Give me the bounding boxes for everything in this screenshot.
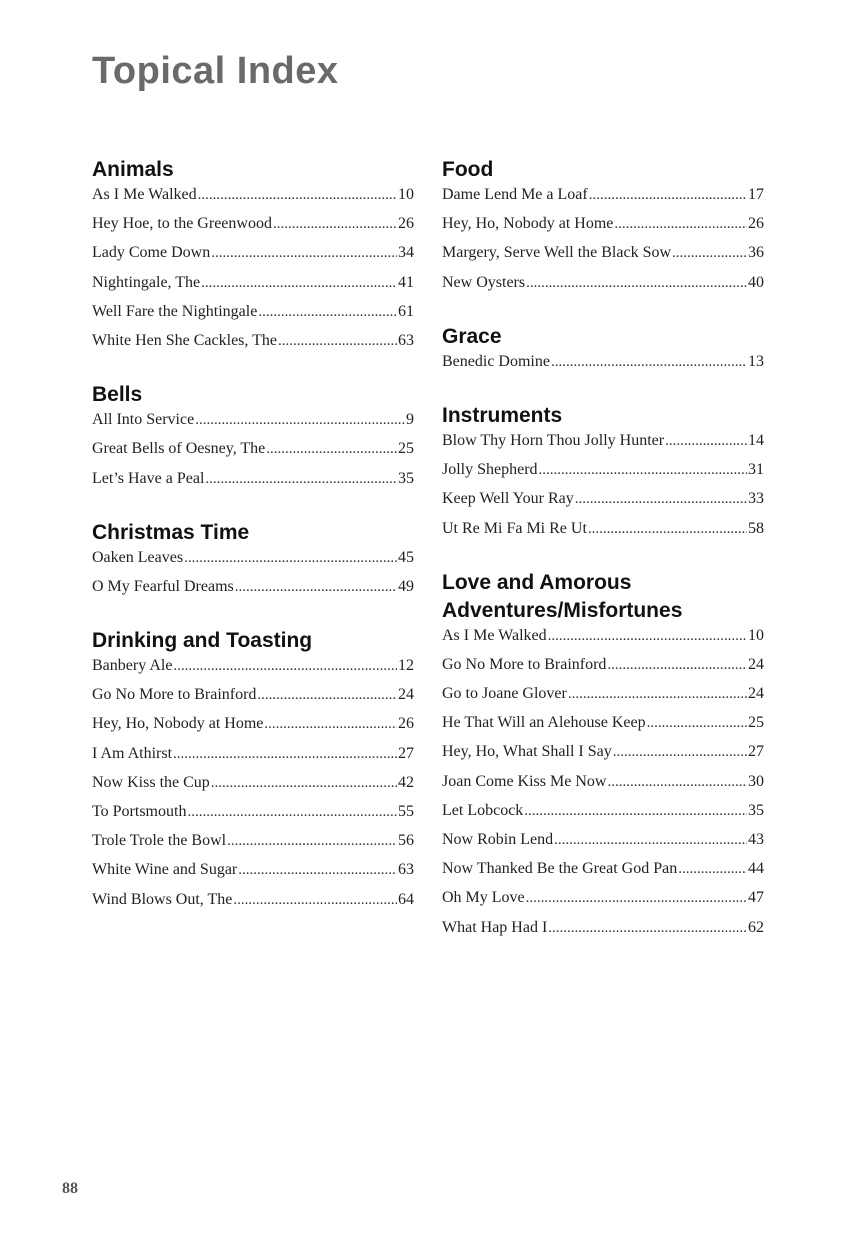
dot-leader: [173, 655, 397, 677]
entry-page-number: 25: [748, 714, 764, 732]
index-entry: [92, 801, 414, 830]
entry-page-number: 31: [748, 461, 764, 479]
entry-page-number: 56: [398, 832, 414, 850]
entry-title: Dame Lend Me a Loaf: [442, 186, 588, 203]
entry-title: Go No More to Brainford: [442, 655, 607, 673]
index-entry: [442, 917, 764, 946]
dot-leader: [589, 184, 747, 206]
index-entry: [92, 547, 414, 576]
dot-leader: [233, 889, 397, 911]
dot-leader: [198, 184, 397, 206]
dot-leader: [575, 488, 747, 510]
dot-leader: [201, 272, 397, 294]
index-entry: [92, 743, 414, 772]
entry-page-number: 27: [398, 744, 414, 762]
entry-title: Go to Joane Glover: [442, 685, 567, 703]
index-entry: [442, 683, 764, 712]
dot-leader: [524, 800, 747, 822]
entry-page-number: 9: [406, 411, 414, 429]
index-entry: [92, 409, 414, 438]
entry-page-number: 26: [398, 215, 414, 233]
dot-leader: [526, 272, 747, 294]
index-section: [92, 156, 414, 359]
entry-title: Now Kiss the Cup: [92, 773, 210, 791]
dot-leader: [266, 438, 397, 460]
entry-title: White Wine and Sugar: [92, 861, 238, 879]
entry-title: As I Me Walked: [442, 626, 547, 644]
entry-page-number: 58: [748, 519, 764, 537]
dot-leader: [273, 213, 397, 235]
dot-leader: [184, 547, 397, 569]
entry-title: Hey Hoe, to the Greenwood: [92, 215, 272, 233]
entry-page-number: 24: [398, 686, 414, 704]
entry-page-number: 41: [398, 273, 414, 291]
index-section: [92, 381, 414, 497]
dot-leader: [258, 301, 397, 323]
entry-list: [92, 655, 414, 918]
entry-title: Hey, Ho, What Shall I Say: [442, 743, 612, 761]
index-entry: [92, 830, 414, 859]
dot-leader: [568, 683, 747, 705]
index-entry: [92, 772, 414, 801]
index-entry: [92, 713, 414, 742]
entry-title: O My Fearful Dreams: [92, 577, 234, 595]
entry-title: He That Will an Alehouse Keep: [442, 714, 646, 732]
entry-page-number: 14: [748, 431, 764, 449]
index-entry: [92, 889, 414, 918]
entry-title: Benedic Domine: [442, 352, 550, 370]
section-heading: Food: [442, 158, 494, 181]
page-title: Topical Index: [92, 50, 339, 92]
index-entry: [92, 576, 414, 605]
entry-title: To Portsmouth: [92, 803, 187, 820]
entry-page-number: 30: [748, 772, 764, 790]
entry-title: Ut Re Mi Fa Mi Re Ut: [442, 519, 587, 537]
entry-page-number: 63: [398, 331, 414, 349]
index-entry: [442, 459, 764, 488]
index-entry: [92, 438, 414, 467]
dot-leader: [278, 330, 397, 352]
dot-leader: [665, 430, 747, 452]
entry-title: Jolly Shepherd: [442, 461, 538, 479]
dot-leader: [607, 654, 747, 676]
index-entry: [442, 184, 764, 213]
entry-page-number: 13: [748, 352, 764, 370]
entry-page-number: 63: [398, 861, 414, 879]
entry-title: All Into Service: [92, 411, 195, 429]
entry-page-number: 47: [748, 889, 764, 907]
section-heading: Christmas Time: [92, 520, 250, 544]
entry-title: Lady Come Down: [92, 244, 211, 262]
dot-leader: [539, 459, 747, 481]
entry-title: Keep Well Your Ray: [442, 490, 574, 508]
right-column: [442, 156, 764, 968]
entry-page-number: 42: [398, 773, 414, 791]
entry-page-number: 27: [748, 743, 764, 761]
dot-leader: [672, 242, 747, 264]
entry-page-number: 44: [748, 860, 764, 878]
index-entry: [442, 829, 764, 858]
dot-leader: [551, 351, 747, 373]
entry-list: [92, 184, 414, 359]
entry-title: Great Bells of Oesney, The: [92, 440, 266, 458]
entry-list: [92, 409, 414, 497]
entry-list: [442, 625, 764, 946]
entry-title: I Am Athirst: [92, 744, 173, 762]
entry-page-number: 10: [398, 186, 414, 203]
index-entry: [442, 518, 764, 547]
entry-title: As I Me Walked: [92, 186, 197, 203]
dot-leader: [257, 684, 397, 706]
dot-leader: [235, 576, 397, 598]
entry-title: Blow Thy Horn Thou Jolly Hunter: [442, 431, 665, 449]
index-entry: [92, 468, 414, 497]
entry-page-number: 34: [398, 244, 414, 262]
index-entry: [442, 242, 764, 271]
index-entry: [92, 655, 414, 684]
entry-page-number: 43: [748, 831, 764, 848]
entry-title: Oaken Leaves: [92, 548, 184, 566]
dot-leader: [211, 772, 397, 794]
index-entry: [92, 859, 414, 888]
index-entry: [92, 684, 414, 713]
entry-page-number: 35: [748, 801, 764, 819]
dot-leader: [614, 213, 747, 235]
index-section: [442, 569, 764, 946]
index-section: [442, 156, 764, 301]
section-heading: Animals: [92, 158, 174, 181]
index-entry: [92, 330, 414, 359]
entry-page-number: 36: [748, 244, 764, 262]
entry-title: Now Robin Lend: [442, 831, 554, 848]
page-number: 88: [62, 1180, 78, 1197]
index-section: [92, 519, 414, 605]
entry-title: Now Thanked Be the Great God Pan: [442, 860, 678, 878]
entry-title: Banbery Ale: [92, 657, 173, 675]
section-heading: Drinking and Toasting: [92, 629, 313, 653]
dot-leader: [187, 801, 397, 823]
index-entry: [442, 712, 764, 741]
entry-list: [442, 430, 764, 547]
index-entry: [442, 858, 764, 887]
entry-title: Nightingale, The: [92, 273, 201, 291]
left-column: [92, 156, 414, 940]
entry-title: Go No More to Brainford: [92, 686, 257, 704]
entry-page-number: 33: [748, 490, 764, 508]
entry-list: [442, 351, 764, 380]
entry-page-number: 61: [398, 302, 414, 320]
section-heading: Bells: [92, 383, 143, 407]
dot-leader: [554, 829, 747, 851]
index-entry: [442, 488, 764, 517]
dot-leader: [227, 830, 397, 852]
index-entry: [92, 242, 414, 271]
entry-list: [92, 547, 414, 605]
entry-title: Joan Come Kiss Me Now: [442, 772, 607, 790]
dot-leader: [238, 859, 397, 881]
section-heading: Instruments: [442, 403, 563, 427]
entry-page-number: 49: [398, 577, 414, 595]
index-entry: [442, 654, 764, 683]
index-entry: [92, 184, 414, 213]
entry-page-number: 26: [748, 215, 764, 233]
dot-leader: [173, 743, 397, 765]
index-section: [442, 402, 764, 547]
entry-page-number: 62: [748, 918, 764, 936]
index-section: [442, 323, 764, 380]
dot-leader: [607, 771, 747, 793]
index-entry: [92, 272, 414, 301]
entry-title: Let’s Have a Peal: [92, 469, 205, 487]
index-entry: [442, 625, 764, 654]
entry-page-number: 55: [398, 803, 414, 820]
entry-title: Wind Blows Out, The: [92, 890, 233, 908]
entry-page-number: 35: [398, 469, 414, 487]
dot-leader: [211, 242, 397, 264]
entry-title: Well Fare the Nightingale: [92, 302, 258, 320]
entry-title: Trole Trole the Bowl: [92, 832, 227, 850]
entry-page-number: 40: [748, 273, 764, 291]
index-entry: [442, 800, 764, 829]
dot-leader: [647, 712, 747, 734]
dot-leader: [548, 917, 747, 939]
dot-leader: [588, 518, 747, 540]
index-entry: [442, 887, 764, 916]
entry-page-number: 26: [398, 715, 414, 733]
dot-leader: [613, 741, 747, 763]
index-entry: [442, 213, 764, 242]
entry-list: [442, 184, 764, 301]
entry-page-number: 24: [748, 655, 764, 673]
dot-leader: [205, 468, 397, 490]
section-heading: Love and Amorous Adventures/Misfortunes: [442, 570, 683, 622]
entry-page-number: 12: [398, 657, 414, 675]
dot-leader: [195, 409, 405, 431]
index-section: [92, 627, 414, 918]
index-entry: [92, 213, 414, 242]
entry-page-number: 17: [748, 186, 764, 203]
entry-page-number: 45: [398, 548, 414, 566]
entry-title: Hey, Ho, Nobody at Home: [92, 715, 264, 733]
entry-title: What Hap Had I: [442, 918, 548, 936]
entry-title: Let Lobcock: [442, 801, 524, 819]
entry-title: Margery, Serve Well the Black Sow: [442, 244, 672, 262]
entry-page-number: 25: [398, 440, 414, 458]
entry-page-number: 10: [748, 626, 764, 644]
section-heading: Grace: [442, 324, 502, 348]
entry-page-number: 24: [748, 685, 764, 703]
dot-leader: [526, 887, 747, 909]
index-entry: [442, 272, 764, 301]
index-entry: [92, 301, 414, 330]
entry-title: White Hen She Cackles, The: [92, 331, 277, 349]
entry-title: Oh My Love: [442, 889, 525, 907]
entry-page-number: 64: [398, 890, 414, 908]
index-entry: [442, 430, 764, 459]
index-entry: [442, 771, 764, 800]
dot-leader: [264, 713, 397, 735]
dot-leader: [548, 625, 747, 647]
entry-title: New Oysters: [442, 273, 526, 291]
entry-title: Hey, Ho, Nobody at Home: [442, 215, 614, 233]
index-entry: [442, 351, 764, 380]
dot-leader: [678, 858, 747, 880]
index-entry: [442, 741, 764, 770]
